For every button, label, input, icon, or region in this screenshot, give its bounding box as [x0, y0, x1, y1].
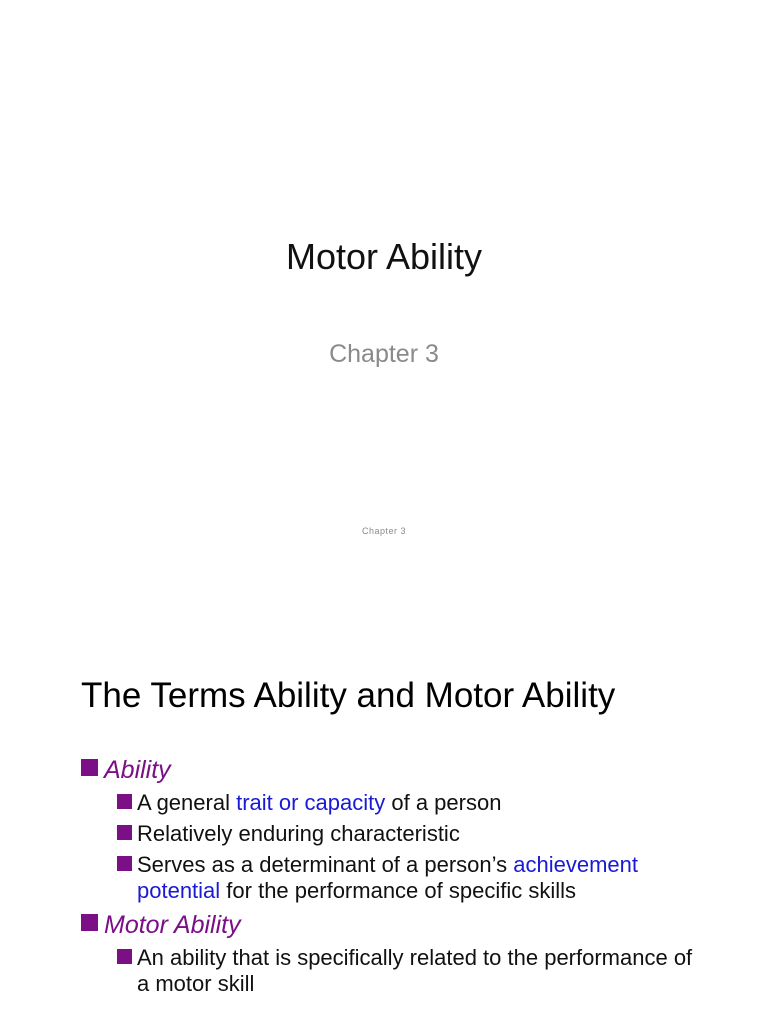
highlighted-term: achievement potential [137, 852, 638, 903]
bullet-text: Serves as a determinant of a person’s achievement potential for the performance of specific skills [137, 852, 638, 903]
bullet-heading: Ability [104, 756, 171, 784]
bullet-list [81, 754, 701, 1002]
square-bullet-icon [117, 856, 132, 871]
sub-bullet [117, 790, 701, 816]
slide-2 [0, 576, 768, 1024]
square-bullet-icon [81, 914, 98, 931]
sub-bullet [117, 821, 701, 847]
sub-bullet [117, 945, 701, 997]
slide-footer: Chapter 3 [361, 526, 407, 536]
square-bullet-icon [117, 825, 132, 840]
sub-bullet [117, 852, 701, 904]
square-bullet-icon [117, 949, 132, 964]
bullet-heading: Motor Ability [104, 911, 241, 939]
square-bullet-icon [81, 759, 98, 776]
bullet-motor-ability [81, 909, 701, 941]
slide-title: The Terms Ability and Motor Ability [81, 676, 616, 715]
bullet-ability [81, 754, 701, 786]
bullet-text: A general trait or capacity of a person [137, 790, 502, 815]
slide-title: Motor Ability [285, 236, 483, 277]
highlighted-term: trait or capacity [236, 790, 386, 815]
bullet-text: Relatively enduring characteristic [137, 821, 460, 846]
square-bullet-icon [117, 794, 132, 809]
bullet-text: An ability that is specifically related to the performance of a motor skill [137, 945, 693, 996]
slide-subtitle: Chapter 3 [329, 340, 439, 368]
